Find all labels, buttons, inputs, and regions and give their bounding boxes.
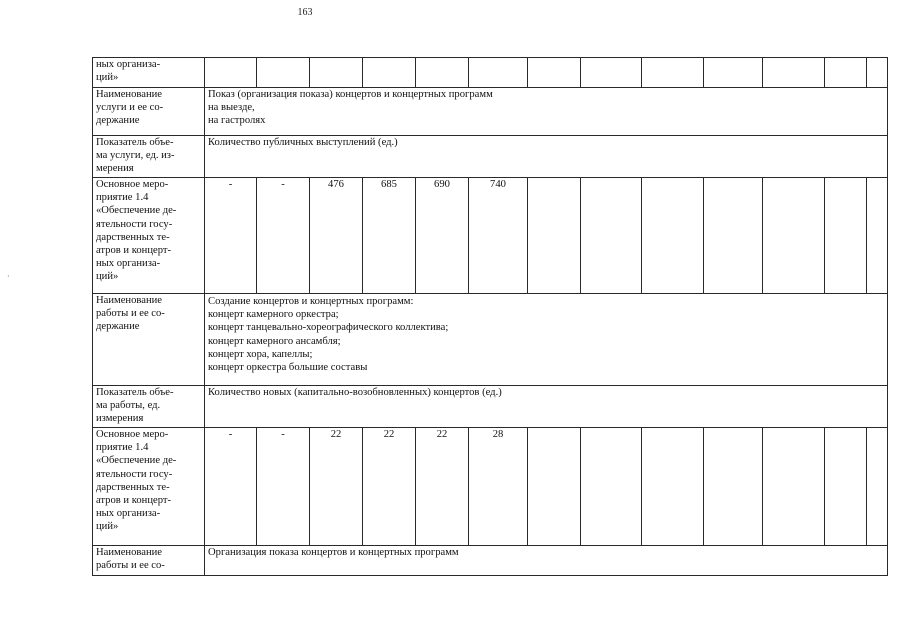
value-cell (763, 178, 825, 294)
data-table (92, 57, 888, 576)
value-cell (416, 58, 469, 88)
value-cell (469, 58, 528, 88)
value-cell (704, 58, 763, 88)
row-content: Показ (организация показа) концертов и концертных программ на выезде, на гастролях (205, 88, 888, 136)
value-cell (825, 428, 867, 546)
row-content: Создание концертов и концертных программ: концерт камерного оркестра; концерт танцевально-хореографического коллектива; концерт камерного ансамбля; концерт хора, капеллы; концерт оркестра большие составы (205, 294, 888, 386)
value-cell (825, 178, 867, 294)
table-row (93, 386, 888, 428)
stray-mark: · (7, 272, 10, 281)
row-content: Количество публичных выступлений (ед.) (205, 136, 888, 178)
row-label: Наименование услуги и ее со- держание (93, 88, 205, 136)
row-label: Основное меро- приятие 1.4 «Обеспечение де- ятельности госу- дарственных те- атров и концерт- ных организа- ций» (93, 428, 205, 546)
value-cell: - (205, 178, 257, 294)
value-cell (581, 178, 642, 294)
row-label: Наименование работы и ее со- (93, 546, 205, 576)
value-cell: 740 (469, 178, 528, 294)
table-row (93, 58, 888, 88)
value-cell (867, 58, 888, 88)
value-cell (867, 428, 888, 546)
row-label: Показатель объе- ма услуги, ед. из- мерения (93, 136, 205, 178)
table-body (93, 58, 888, 576)
value-cell (867, 178, 888, 294)
value-cell: 476 (310, 178, 363, 294)
row-label: ных организа- ций» (93, 58, 205, 88)
value-cell: 690 (416, 178, 469, 294)
value-cell (528, 178, 581, 294)
value-cell (642, 178, 704, 294)
value-cell (763, 428, 825, 546)
row-label: Показатель объе- ма работы, ед. измерения (93, 386, 205, 428)
value-cell (763, 58, 825, 88)
value-cell (581, 428, 642, 546)
table-row (93, 294, 888, 386)
table-row (93, 136, 888, 178)
row-content: Организация показа концертов и концертных программ (205, 546, 888, 576)
page-number: 163 (297, 7, 313, 18)
value-cell (205, 58, 257, 88)
value-cell (642, 58, 704, 88)
table-row (93, 178, 888, 294)
value-cell (825, 58, 867, 88)
value-cell: - (257, 178, 310, 294)
row-label: Основное меро- приятие 1.4 «Обеспечение де- ятельности госу- дарственных те- атров и концерт- ных организа- ций» (93, 178, 205, 294)
value-cell: 685 (363, 178, 416, 294)
table-row (93, 428, 888, 546)
value-cell: - (205, 428, 257, 546)
table-row (93, 546, 888, 576)
value-cell (363, 58, 416, 88)
value-cell (704, 178, 763, 294)
value-cell (642, 428, 704, 546)
value-cell: 22 (310, 428, 363, 546)
value-cell (581, 58, 642, 88)
value-cell (704, 428, 763, 546)
value-cell (257, 58, 310, 88)
value-cell: 22 (416, 428, 469, 546)
table-row (93, 88, 888, 136)
value-cell: 28 (469, 428, 528, 546)
value-cell (528, 428, 581, 546)
row-label: Наименование работы и ее со- держание (93, 294, 205, 386)
row-content: Количество новых (капитально-возобновленных) концертов (ед.) (205, 386, 888, 428)
value-cell (310, 58, 363, 88)
value-cell: 22 (363, 428, 416, 546)
value-cell (528, 58, 581, 88)
value-cell: - (257, 428, 310, 546)
